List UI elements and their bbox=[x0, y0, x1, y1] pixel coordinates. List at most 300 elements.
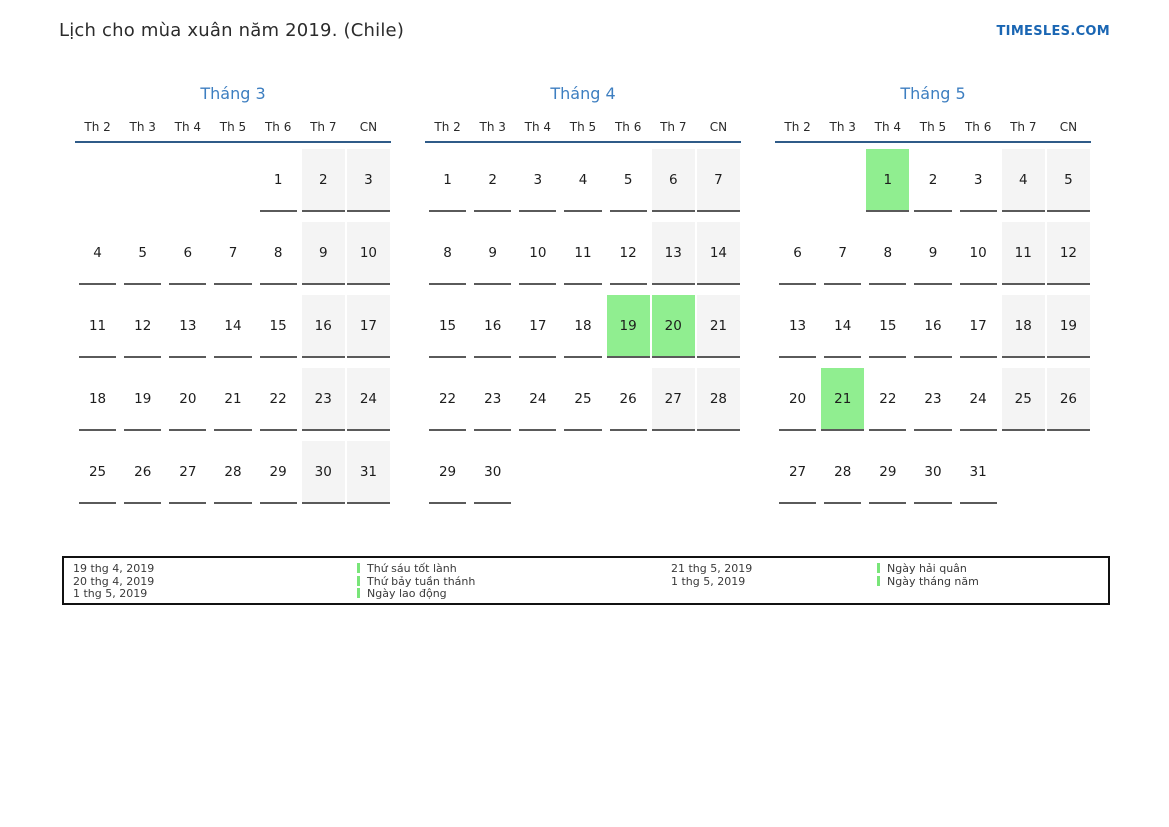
day-cell bbox=[651, 143, 696, 216]
day-number: 4 bbox=[578, 171, 588, 188]
day-cell bbox=[1001, 143, 1046, 216]
holiday-day bbox=[607, 295, 650, 358]
day-cell bbox=[910, 216, 955, 289]
day-number: 24 bbox=[969, 390, 987, 407]
day-box bbox=[914, 222, 951, 285]
day-box bbox=[519, 295, 556, 358]
day-box bbox=[474, 441, 511, 504]
day-number: 14 bbox=[224, 317, 242, 334]
day-number: 17 bbox=[359, 317, 377, 334]
day-cell bbox=[210, 435, 255, 508]
day-number: 14 bbox=[834, 317, 852, 334]
day-number: 1 bbox=[273, 171, 283, 188]
day-cell bbox=[75, 143, 120, 216]
weekday-header: Th 5 bbox=[919, 120, 947, 134]
day-number: 14 bbox=[709, 244, 727, 261]
day-cell bbox=[865, 216, 910, 289]
day-number: 11 bbox=[1014, 244, 1032, 261]
page-title: Lịch cho mùa xuân năm 2019. (Chile) bbox=[59, 20, 405, 41]
weekday-header: CN bbox=[1059, 120, 1078, 134]
day-box bbox=[474, 368, 511, 431]
day-cell bbox=[560, 216, 605, 289]
weekday-header: Th 5 bbox=[569, 120, 597, 134]
month-calendar bbox=[775, 84, 1091, 508]
day-number: 1 bbox=[883, 171, 893, 188]
day-box bbox=[779, 222, 816, 285]
day-cell bbox=[651, 362, 696, 435]
month-title: Tháng 5 bbox=[900, 84, 966, 103]
day-box bbox=[124, 222, 161, 285]
day-cell bbox=[256, 216, 301, 289]
day-box bbox=[474, 295, 511, 358]
day-cell bbox=[75, 289, 120, 362]
day-cell bbox=[165, 435, 210, 508]
day-box bbox=[169, 368, 206, 431]
day-cell bbox=[651, 435, 696, 508]
day-cell bbox=[1001, 362, 1046, 435]
day-cell bbox=[606, 216, 651, 289]
day-cell bbox=[651, 216, 696, 289]
weekday-header: Th 4 bbox=[524, 120, 552, 134]
day-number: 20 bbox=[664, 317, 682, 334]
day-cell bbox=[470, 143, 515, 216]
day-box bbox=[824, 441, 861, 504]
legend-date: 21 thg 5, 2019 bbox=[671, 562, 753, 575]
site-link[interactable]: TIMESLES.COM bbox=[996, 24, 1110, 39]
day-box bbox=[824, 295, 861, 358]
weekday-header: Th 5 bbox=[219, 120, 247, 134]
day-number: 21 bbox=[834, 390, 852, 407]
day-box bbox=[1002, 295, 1045, 358]
day-number: 25 bbox=[574, 390, 592, 407]
day-box bbox=[79, 441, 116, 504]
day-number: 13 bbox=[179, 317, 197, 334]
day-number: 2 bbox=[488, 171, 497, 188]
week-row bbox=[75, 216, 391, 289]
day-number: 26 bbox=[1059, 390, 1077, 407]
day-cell bbox=[256, 362, 301, 435]
week-row bbox=[425, 216, 741, 289]
weekday-header: Th 6 bbox=[264, 120, 292, 134]
day-box bbox=[1002, 368, 1045, 431]
day-cell bbox=[560, 435, 605, 508]
day-box bbox=[960, 149, 997, 212]
day-cell bbox=[301, 143, 346, 216]
day-cell bbox=[425, 216, 470, 289]
holiday-marker-icon bbox=[357, 563, 360, 573]
legend-holiday-name: Thứ sáu tốt lành bbox=[367, 562, 457, 575]
day-number: 19 bbox=[619, 317, 637, 334]
day-box bbox=[429, 441, 466, 504]
day-number: 2 bbox=[318, 171, 328, 188]
legend-date: 1 thg 5, 2019 bbox=[73, 587, 148, 601]
holiday-marker-icon bbox=[357, 588, 360, 598]
day-box bbox=[652, 149, 695, 212]
day-box bbox=[697, 368, 740, 431]
day-cell bbox=[470, 216, 515, 289]
day-box bbox=[347, 441, 390, 504]
day-number: 18 bbox=[1014, 317, 1032, 334]
day-number: 28 bbox=[834, 463, 852, 480]
week-row bbox=[425, 362, 741, 435]
day-number: 2 bbox=[928, 171, 938, 188]
day-box bbox=[652, 222, 695, 285]
day-cell bbox=[75, 435, 120, 508]
day-cell bbox=[560, 289, 605, 362]
day-cell bbox=[425, 362, 470, 435]
day-box bbox=[519, 368, 556, 431]
weekday-header: CN bbox=[359, 120, 378, 134]
week-row bbox=[75, 362, 391, 435]
day-cell bbox=[696, 362, 741, 435]
month-title: Tháng 4 bbox=[550, 84, 616, 103]
day-box bbox=[474, 222, 511, 285]
day-cell bbox=[560, 143, 605, 216]
day-cell bbox=[1001, 289, 1046, 362]
day-box bbox=[214, 222, 251, 285]
weekday-header: Th 3 bbox=[479, 120, 506, 134]
day-number: 10 bbox=[359, 244, 377, 261]
day-box bbox=[1047, 149, 1090, 212]
day-number: 7 bbox=[228, 244, 238, 261]
day-cell bbox=[470, 362, 515, 435]
day-number: 8 bbox=[273, 244, 283, 261]
day-number: 16 bbox=[924, 317, 942, 334]
day-number: 4 bbox=[93, 244, 102, 261]
day-box bbox=[1047, 222, 1090, 285]
day-number: 21 bbox=[224, 390, 242, 407]
day-box bbox=[260, 368, 297, 431]
day-number: 24 bbox=[359, 390, 377, 407]
day-number: 8 bbox=[443, 244, 452, 261]
day-number: 24 bbox=[529, 390, 547, 407]
day-number: 13 bbox=[664, 244, 682, 261]
day-number: 17 bbox=[529, 317, 547, 334]
day-cell bbox=[910, 143, 955, 216]
holiday-marker-icon bbox=[877, 563, 880, 573]
day-number: 20 bbox=[788, 390, 807, 407]
day-cell bbox=[696, 143, 741, 216]
day-box bbox=[1047, 295, 1090, 358]
day-cell bbox=[425, 143, 470, 216]
week-row bbox=[775, 216, 1091, 289]
day-number: 7 bbox=[714, 171, 723, 188]
day-cell bbox=[956, 143, 1001, 216]
day-number: 9 bbox=[928, 244, 938, 261]
week-row bbox=[75, 289, 391, 362]
day-number: 10 bbox=[529, 244, 547, 261]
day-number: 4 bbox=[1018, 171, 1028, 188]
day-cell bbox=[1046, 435, 1091, 508]
day-cell bbox=[515, 435, 560, 508]
day-number: 11 bbox=[88, 317, 107, 334]
month-calendar bbox=[425, 84, 741, 508]
day-cell bbox=[165, 289, 210, 362]
legend-dates-column bbox=[671, 563, 752, 588]
weekday-header-row bbox=[75, 104, 391, 143]
day-cell bbox=[910, 289, 955, 362]
day-box bbox=[347, 368, 390, 431]
day-box bbox=[260, 295, 297, 358]
day-number: 6 bbox=[793, 244, 802, 261]
day-box bbox=[564, 222, 601, 285]
day-number: 23 bbox=[314, 390, 332, 407]
legend-holiday-name: Ngày lao động bbox=[367, 587, 447, 601]
legend-dates-column bbox=[73, 563, 154, 601]
day-cell bbox=[425, 289, 470, 362]
day-number: 9 bbox=[318, 244, 328, 261]
day-cell bbox=[910, 362, 955, 435]
day-number: 3 bbox=[973, 171, 983, 188]
day-number: 17 bbox=[969, 317, 987, 334]
day-cell bbox=[820, 362, 865, 435]
day-cell bbox=[256, 289, 301, 362]
day-cell bbox=[470, 435, 515, 508]
day-number: 23 bbox=[924, 390, 942, 407]
day-cell bbox=[346, 289, 391, 362]
day-number: 8 bbox=[883, 244, 893, 261]
day-cell bbox=[301, 216, 346, 289]
legend-holiday-name: Thứ bảy tuần thánh bbox=[367, 574, 476, 588]
day-number: 16 bbox=[314, 317, 332, 334]
day-number: 6 bbox=[668, 171, 678, 188]
day-number: 30 bbox=[924, 463, 942, 480]
day-number: 25 bbox=[88, 463, 107, 480]
day-cell bbox=[606, 362, 651, 435]
week-row bbox=[775, 435, 1091, 508]
day-box bbox=[914, 441, 951, 504]
holiday-marker-icon bbox=[357, 576, 360, 586]
day-box bbox=[519, 149, 556, 212]
day-box bbox=[429, 149, 466, 212]
day-cell bbox=[775, 289, 820, 362]
weekday-header-row bbox=[775, 104, 1091, 143]
month-title: Tháng 3 bbox=[200, 84, 266, 103]
day-box bbox=[302, 441, 345, 504]
weekday-header: CN bbox=[709, 120, 728, 134]
day-cell bbox=[696, 289, 741, 362]
day-number: 11 bbox=[574, 244, 592, 261]
day-number: 7 bbox=[838, 244, 847, 261]
day-number: 1 bbox=[443, 171, 452, 188]
day-box bbox=[302, 295, 345, 358]
week-row bbox=[775, 289, 1091, 362]
day-box bbox=[779, 441, 816, 504]
week-row bbox=[775, 362, 1091, 435]
day-box bbox=[564, 368, 601, 431]
holiday-marker-icon bbox=[877, 576, 880, 586]
day-number: 26 bbox=[619, 390, 637, 407]
day-number: 21 bbox=[709, 317, 727, 334]
day-cell bbox=[956, 362, 1001, 435]
day-cell bbox=[820, 216, 865, 289]
day-box bbox=[124, 441, 161, 504]
day-box bbox=[260, 441, 297, 504]
day-cell bbox=[651, 289, 696, 362]
day-cell bbox=[606, 143, 651, 216]
day-cell bbox=[1046, 289, 1091, 362]
weekday-header: Th 6 bbox=[964, 120, 992, 134]
day-box bbox=[914, 368, 951, 431]
day-cell bbox=[956, 216, 1001, 289]
day-box bbox=[169, 441, 206, 504]
day-number: 29 bbox=[438, 463, 457, 480]
day-box bbox=[779, 295, 816, 358]
day-cell bbox=[165, 362, 210, 435]
day-box bbox=[214, 295, 251, 358]
day-number: 12 bbox=[1059, 244, 1077, 261]
day-box bbox=[960, 222, 997, 285]
day-cell bbox=[865, 143, 910, 216]
day-box bbox=[429, 222, 466, 285]
week-row bbox=[75, 143, 391, 216]
day-box bbox=[652, 368, 695, 431]
weekday-header: Th 6 bbox=[614, 120, 642, 134]
day-box bbox=[169, 222, 206, 285]
day-cell bbox=[865, 362, 910, 435]
day-number: 27 bbox=[788, 463, 807, 480]
day-cell bbox=[256, 143, 301, 216]
day-number: 3 bbox=[533, 171, 543, 188]
weekday-header: Th 7 bbox=[1010, 120, 1037, 134]
day-box bbox=[429, 368, 466, 431]
day-cell bbox=[515, 289, 560, 362]
weekday-header: Th 7 bbox=[310, 120, 337, 134]
day-box bbox=[79, 222, 116, 285]
day-box bbox=[1047, 368, 1090, 431]
day-box bbox=[260, 222, 297, 285]
legend-names-column bbox=[357, 563, 475, 601]
day-cell bbox=[956, 289, 1001, 362]
day-cell bbox=[346, 435, 391, 508]
day-cell bbox=[1046, 362, 1091, 435]
holiday-legend bbox=[62, 556, 1110, 605]
weekday-header: Th 2 bbox=[434, 120, 461, 134]
day-cell bbox=[865, 435, 910, 508]
day-cell bbox=[301, 289, 346, 362]
day-box bbox=[1002, 222, 1045, 285]
legend-date: 19 thg 4, 2019 bbox=[73, 562, 155, 575]
day-number: 12 bbox=[619, 244, 637, 261]
day-cell bbox=[120, 216, 165, 289]
day-number: 28 bbox=[224, 463, 242, 480]
day-box bbox=[347, 222, 390, 285]
day-cell bbox=[775, 435, 820, 508]
day-box bbox=[779, 368, 816, 431]
day-number: 29 bbox=[269, 463, 287, 480]
day-cell bbox=[346, 362, 391, 435]
day-box bbox=[302, 222, 345, 285]
day-box bbox=[960, 368, 997, 431]
day-cell bbox=[346, 143, 391, 216]
day-cell bbox=[210, 362, 255, 435]
day-box bbox=[610, 149, 647, 212]
holiday-day bbox=[821, 368, 864, 431]
day-box bbox=[697, 295, 740, 358]
legend-date: 1 thg 5, 2019 bbox=[671, 574, 746, 588]
day-number: 25 bbox=[1014, 390, 1032, 407]
day-cell bbox=[346, 216, 391, 289]
day-cell bbox=[606, 289, 651, 362]
day-number: 19 bbox=[134, 390, 152, 407]
day-box bbox=[869, 295, 906, 358]
day-box bbox=[260, 149, 297, 212]
day-cell bbox=[210, 289, 255, 362]
day-cell bbox=[775, 143, 820, 216]
day-cell bbox=[820, 289, 865, 362]
day-number: 12 bbox=[134, 317, 152, 334]
day-number: 15 bbox=[879, 317, 897, 334]
day-box bbox=[347, 149, 390, 212]
week-row bbox=[425, 289, 741, 362]
legend-holiday-name: Ngày hải quân bbox=[887, 562, 967, 575]
day-cell bbox=[120, 435, 165, 508]
day-cell bbox=[301, 435, 346, 508]
day-box bbox=[914, 149, 951, 212]
day-box bbox=[429, 295, 466, 358]
day-cell bbox=[560, 362, 605, 435]
day-cell bbox=[515, 362, 560, 435]
weekday-header: Th 2 bbox=[84, 120, 111, 134]
day-box bbox=[824, 222, 861, 285]
week-row bbox=[425, 435, 741, 508]
day-box bbox=[124, 295, 161, 358]
day-box bbox=[214, 368, 251, 431]
day-cell bbox=[210, 216, 255, 289]
day-number: 15 bbox=[438, 317, 457, 334]
day-box bbox=[169, 295, 206, 358]
legend-names-column bbox=[877, 563, 979, 588]
day-box bbox=[869, 222, 906, 285]
day-number: 16 bbox=[484, 317, 502, 334]
day-cell bbox=[696, 216, 741, 289]
week-row bbox=[775, 143, 1091, 216]
day-number: 5 bbox=[1064, 171, 1073, 188]
day-number: 18 bbox=[88, 390, 107, 407]
day-cell bbox=[820, 143, 865, 216]
day-box bbox=[564, 149, 601, 212]
day-box bbox=[302, 368, 345, 431]
day-box bbox=[960, 441, 997, 504]
day-cell bbox=[210, 143, 255, 216]
day-box bbox=[697, 222, 740, 285]
day-number: 31 bbox=[359, 463, 377, 480]
weekday-header: Th 3 bbox=[129, 120, 156, 134]
day-cell bbox=[910, 435, 955, 508]
day-box bbox=[564, 295, 601, 358]
day-number: 29 bbox=[879, 463, 897, 480]
month-calendar bbox=[75, 84, 391, 508]
week-row bbox=[425, 143, 741, 216]
day-number: 13 bbox=[788, 317, 807, 334]
day-cell bbox=[470, 289, 515, 362]
day-cell bbox=[1001, 216, 1046, 289]
weekday-header: Th 7 bbox=[660, 120, 687, 134]
weekday-header: Th 2 bbox=[784, 120, 811, 134]
day-box bbox=[347, 295, 390, 358]
legend-holiday bbox=[357, 588, 475, 601]
legend-holiday-name: Ngày tháng năm bbox=[887, 574, 979, 588]
day-cell bbox=[1046, 143, 1091, 216]
day-box bbox=[79, 368, 116, 431]
day-number: 26 bbox=[134, 463, 152, 480]
day-cell bbox=[956, 435, 1001, 508]
weekday-header: Th 4 bbox=[874, 120, 902, 134]
day-number: 28 bbox=[709, 390, 727, 407]
day-number: 10 bbox=[969, 244, 987, 261]
day-number: 15 bbox=[269, 317, 287, 334]
day-cell bbox=[606, 435, 651, 508]
